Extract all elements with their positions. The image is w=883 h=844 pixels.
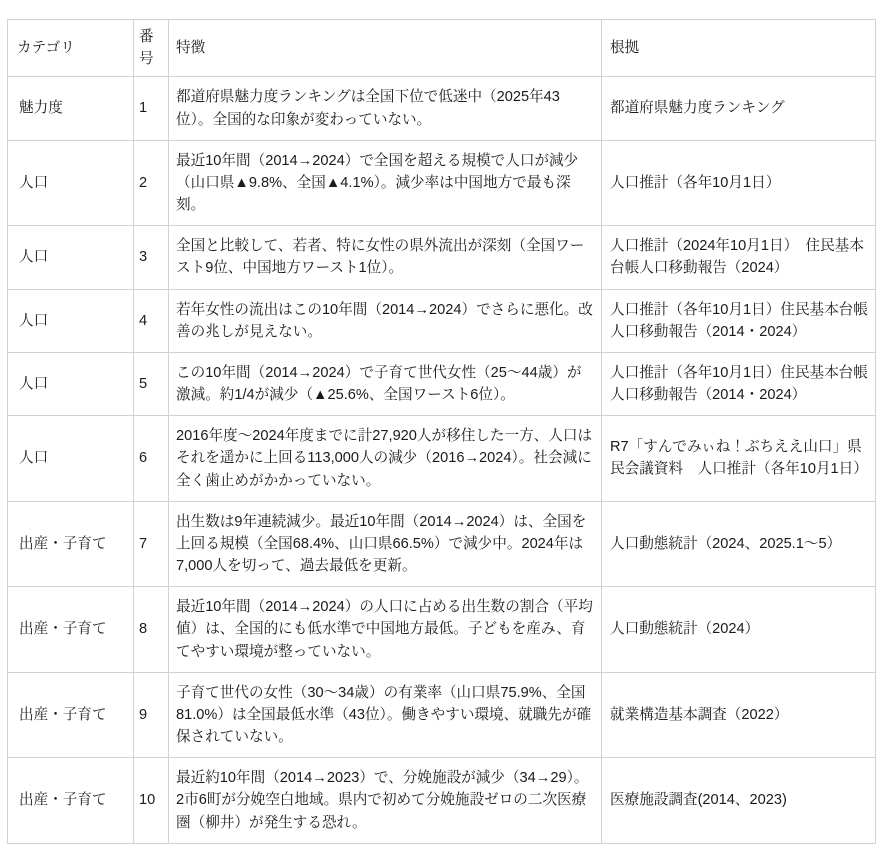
cell-category: 出産・子育て (8, 672, 134, 758)
column-header-category: カテゴリ (8, 20, 134, 77)
cell-number: 10 (134, 758, 169, 844)
cell-number: 2 (134, 140, 169, 226)
column-header-feature: 特徴 (169, 20, 602, 77)
cell-feature: 最近約10年間（2014→2023）で、分娩施設が減少（34→29）。2市6町が分娩空白地域。県内で初めて分娩施設ゼロの二次医療圏（柳井）が発生する恐れ。 (169, 758, 602, 844)
table-row (8, 77, 876, 140)
cell-basis: 就業構造基本調査（2022） (602, 672, 876, 758)
cell-number: 7 (134, 501, 169, 587)
cell-feature: 若年女性の流出はこの10年間（2014→2024）でさらに悪化。改善の兆しが見えない。 (169, 289, 602, 352)
cell-number: 8 (134, 587, 169, 673)
table-row (8, 501, 876, 587)
column-header-number: 番号 (134, 20, 169, 77)
cell-basis: 人口推計（各年10月1日） (602, 140, 876, 226)
table-row (8, 416, 876, 502)
cell-basis: 人口推計（2024年10月1日） 住民基本台帳人口移動報告（2024） (602, 226, 876, 289)
cell-number: 5 (134, 352, 169, 415)
issues-table (7, 19, 876, 844)
cell-category: 人口 (8, 226, 134, 289)
cell-feature: 子育て世代の女性（30〜34歳）の有業率（山口県75.9%、全国81.0%）は全国最低水準（43位）。働きやすい環境、就職先が確保されていない。 (169, 672, 602, 758)
table-body (8, 77, 876, 843)
cell-category: 出産・子育て (8, 758, 134, 844)
cell-basis: 医療施設調査(2014、2023) (602, 758, 876, 844)
cell-category: 出産・子育て (8, 587, 134, 673)
cell-feature: 出生数は9年連続減少。最近10年間（2014→2024）は、全国を上回る規模（全国68.4%、山口県66.5%）で減少中。2024年は7,000人を切って、過去最低を更新。 (169, 501, 602, 587)
cell-number: 1 (134, 77, 169, 140)
cell-basis: 人口動態統計（2024、2025.1〜5） (602, 501, 876, 587)
table-header (8, 20, 876, 77)
column-header-basis: 根拠 (602, 20, 876, 77)
table-row (8, 226, 876, 289)
table-row (8, 140, 876, 226)
cell-category: 人口 (8, 289, 134, 352)
cell-feature: 都道府県魅力度ランキングは全国下位で低迷中（2025年43位）。全国的な印象が変わっていない。 (169, 77, 602, 140)
cell-number: 9 (134, 672, 169, 758)
cell-category: 出産・子育て (8, 501, 134, 587)
table-row (8, 587, 876, 673)
cell-basis: 人口推計（各年10月1日）住民基本台帳人口移動報告（2014・2024） (602, 352, 876, 415)
cell-feature: 最近10年間（2014→2024）の人口に占める出生数の割合（平均値）は、全国的にも低水準で中国地方最低。子どもを産み、育てやすい環境が整っていない。 (169, 587, 602, 673)
cell-number: 6 (134, 416, 169, 502)
cell-category: 人口 (8, 140, 134, 226)
cell-category: 魅力度 (8, 77, 134, 140)
cell-basis: 都道府県魅力度ランキング (602, 77, 876, 140)
table-row (8, 672, 876, 758)
cell-category: 人口 (8, 416, 134, 502)
cell-basis: 人口動態統計（2024） (602, 587, 876, 673)
table-header-row (8, 20, 876, 77)
cell-feature: 2016年度〜2024年度までに計27,920人が移住した一方、人口はそれを遥かに上回る113,000人の減少（2016→2024）。社会減に全く歯止めがかかっていない。 (169, 416, 602, 502)
cell-number: 3 (134, 226, 169, 289)
table-row (8, 758, 876, 844)
cell-basis: 人口推計（各年10月1日）住民基本台帳人口移動報告（2014・2024） (602, 289, 876, 352)
table-row (8, 352, 876, 415)
cell-feature: 全国と比較して、若者、特に女性の県外流出が深刻（全国ワースト9位、中国地方ワースト1位）。 (169, 226, 602, 289)
table-row (8, 289, 876, 352)
cell-category: 人口 (8, 352, 134, 415)
cell-number: 4 (134, 289, 169, 352)
cell-feature: この10年間（2014→2024）で子育て世代女性（25〜44歳）が激減。約1/4が減少（▲25.6%、全国ワースト6位）。 (169, 352, 602, 415)
cell-feature: 最近10年間（2014→2024）で全国を超える規模で人口が減少（山口県▲9.8%、全国▲4.1%）。減少率は中国地方で最も深刻。 (169, 140, 602, 226)
cell-basis: R7「すんでみぃね！ぶちええ山口」県民会議資料 人口推計（各年10月1日） (602, 416, 876, 502)
